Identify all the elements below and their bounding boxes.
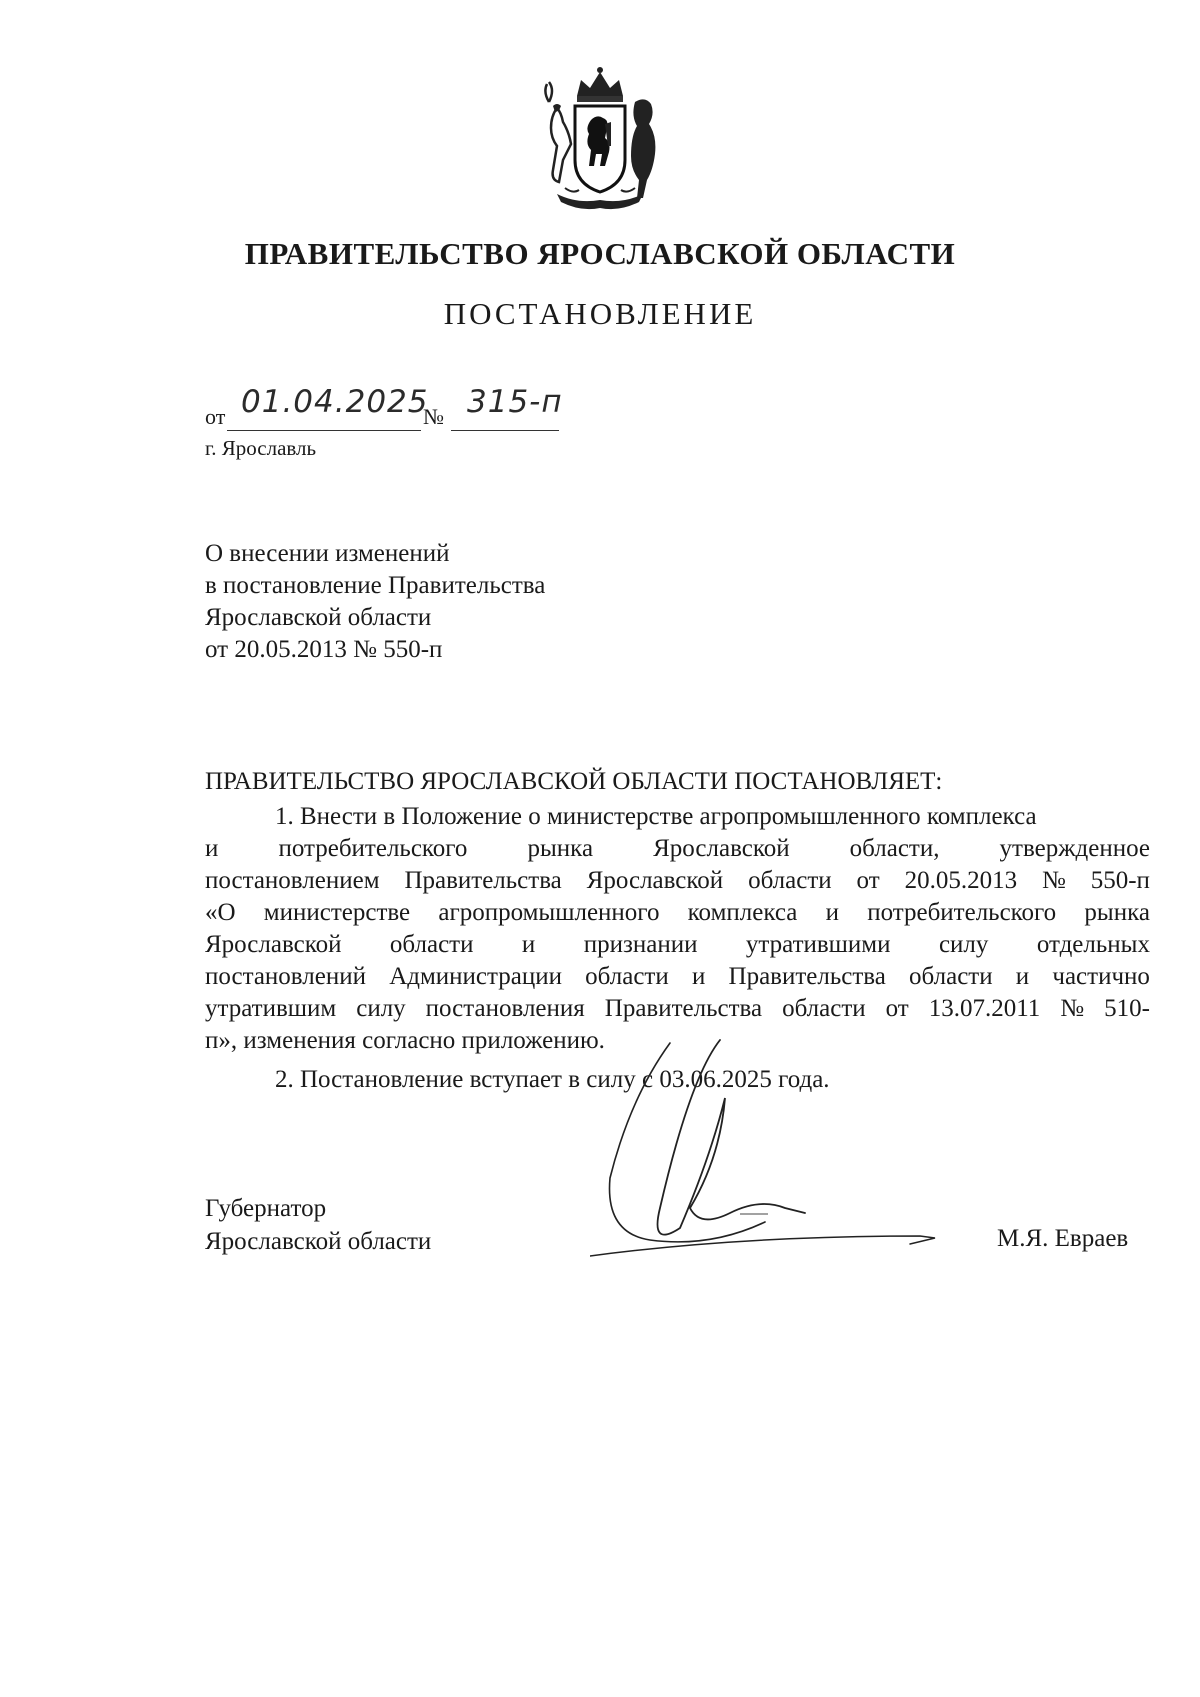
document-type: ПОСТАНОВЛЕНИЕ — [443, 296, 757, 331]
paragraph-line: 1. Внести в Положение о министерстве агропромышленного комплекса — [275, 803, 1037, 830]
document-subject — [205, 538, 545, 666]
city-label: г. Ярославль — [205, 436, 317, 460]
paragraph-line: постановлений Администрации области и Правительства области и частично — [205, 963, 1150, 990]
subject-line: О внесении изменений — [205, 540, 450, 567]
paragraph-1 — [205, 801, 1150, 1057]
position-line: Ярославской области — [205, 1228, 432, 1255]
paragraph-line: постановлением Правительства Ярославской области от 20.05.2013 № 550-п — [205, 867, 1150, 894]
paragraph-line: 2. Постановление вступает в силу с 03.06.2025 года. — [275, 1066, 830, 1093]
handwritten-date: 01.04.2025 — [241, 384, 429, 420]
subject-line: в постановление Правительства — [205, 572, 546, 599]
coat-of-arms-icon — [535, 62, 665, 212]
signatory-name: М.Я. Евраев — [997, 1225, 1129, 1252]
paragraph-line: и потребительского рынка Ярославской области, утвержденное — [205, 835, 1150, 862]
paragraph-line: Ярославской области и признании утратившими силу отдельных — [205, 931, 1150, 958]
date-prefix: от — [205, 404, 226, 429]
registration-line — [205, 384, 565, 432]
subject-line: Ярославской области — [205, 604, 432, 631]
government-title: ПРАВИТЕЛЬСТВО ЯРОСЛАВСКОЙ ОБЛАСТИ — [244, 236, 956, 271]
handwritten-signature-icon — [590, 1038, 960, 1288]
decree-intro: ПРАВИТЕЛЬСТВО ЯРОСЛАВСКОЙ ОБЛАСТИ ПОСТАНОВЛЯЕТ: — [205, 768, 943, 795]
paragraph-line: п», изменения согласно приложению. — [205, 1027, 605, 1054]
position-line: Губернатор — [205, 1195, 327, 1222]
paragraph-line: утратившим силу постановления Правительства области от 13.07.2011 № 510- — [205, 995, 1150, 1022]
number-prefix: № — [423, 404, 444, 429]
subject-line: от 20.05.2013 № 550-п — [205, 636, 443, 663]
signatory-position — [205, 1192, 431, 1258]
paragraph-line: «О министерстве агропромышленного комплекса и потребительского рынка — [205, 899, 1150, 926]
handwritten-number: 315-п — [467, 384, 563, 420]
